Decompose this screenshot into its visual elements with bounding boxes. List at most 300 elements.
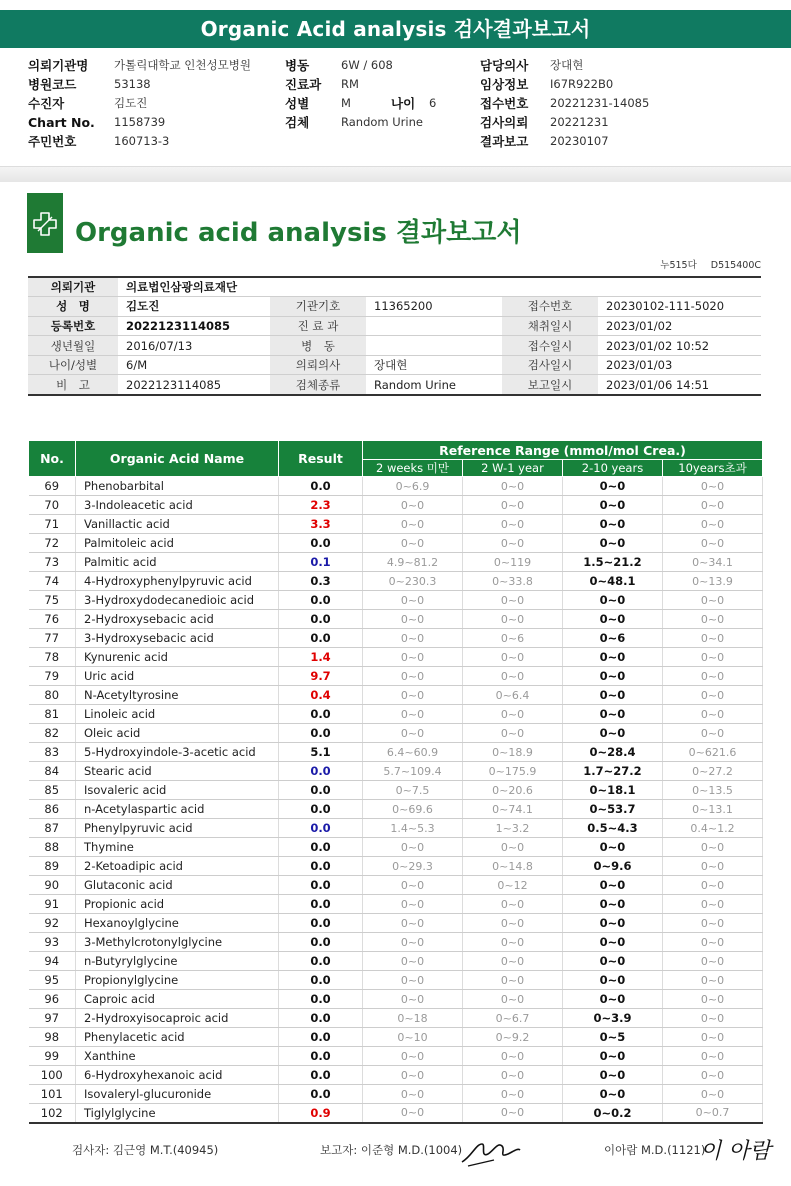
cross-logo-icon — [32, 211, 58, 237]
range-2w: 5.7~109.4 — [363, 762, 463, 781]
range-10y-plus: 0~34.1 — [663, 553, 763, 572]
results-body — [29, 477, 763, 1123]
table-row — [29, 572, 763, 591]
header-value: 1158739 — [114, 115, 166, 129]
row-no: 69 — [29, 477, 76, 496]
row-no: 84 — [29, 762, 76, 781]
code-2: D515400C — [710, 260, 761, 271]
range-2-10y: 0~0 — [563, 724, 663, 743]
range-2-10y: 0~5 — [563, 1028, 663, 1047]
acid-name: Vanillactic acid — [76, 515, 279, 534]
result-value: 9.7 — [279, 667, 363, 686]
row-no: 90 — [29, 876, 76, 895]
lab-logo — [27, 193, 63, 253]
table-row — [29, 591, 763, 610]
info-value: 의료법인삼광의료재단 — [118, 277, 761, 297]
acid-name: 4-Hydroxyphenylpyruvic acid — [76, 572, 279, 591]
row-no: 88 — [29, 838, 76, 857]
header-label: 수진자 — [28, 96, 65, 111]
result-value: 0.0 — [279, 952, 363, 971]
range-2w-1y: 0~0 — [463, 1047, 563, 1066]
row-no: 102 — [29, 1104, 76, 1123]
range-2w-1y: 0~9.2 — [463, 1028, 563, 1047]
result-value: 0.1 — [279, 553, 363, 572]
range-2w-1y: 0~0 — [463, 496, 563, 515]
range-10y-plus: 0~13.1 — [663, 800, 763, 819]
range-2w-1y: 0~0 — [463, 1085, 563, 1104]
result-value: 3.3 — [279, 515, 363, 534]
table-row — [29, 705, 763, 724]
acid-name: 6-Hydroxyhexanoic acid — [76, 1066, 279, 1085]
sex-label: 성별 — [285, 96, 310, 111]
range-2w-1y: 0~0 — [463, 515, 563, 534]
range-2w: 0~0 — [363, 705, 463, 724]
result-value: 0.0 — [279, 990, 363, 1009]
range-2w-1y: 0~74.1 — [463, 800, 563, 819]
range-2w-1y: 0~0 — [463, 667, 563, 686]
result-value: 0.0 — [279, 629, 363, 648]
range-2-10y: 0~0 — [563, 952, 663, 971]
range-2-10y: 0~9.6 — [563, 857, 663, 876]
range-10y-plus: 0~0 — [663, 990, 763, 1009]
range-2-10y: 0~0 — [563, 971, 663, 990]
range-2w-1y: 0~0 — [463, 648, 563, 667]
range-2w: 0~0 — [363, 648, 463, 667]
col-header-reference: Reference Range (mmol/mol Crea.) — [363, 441, 763, 460]
table-row — [29, 1028, 763, 1047]
range-2-10y: 0~0 — [563, 534, 663, 553]
range-2w-1y: 0~18.9 — [463, 743, 563, 762]
range-2-10y: 0~0 — [563, 515, 663, 534]
row-no: 86 — [29, 800, 76, 819]
row-no: 75 — [29, 591, 76, 610]
range-2-10y: 0~0 — [563, 933, 663, 952]
info-value: 2022123114085 — [118, 316, 270, 336]
header-label: 결과보고 — [480, 134, 529, 149]
table-row — [29, 534, 763, 553]
result-value: 0.0 — [279, 800, 363, 819]
range-2w-1y: 0~6.7 — [463, 1009, 563, 1028]
range-2w: 0~7.5 — [363, 781, 463, 800]
acid-name: Tiglylglycine — [76, 1104, 279, 1123]
acid-name: 5-Hydroxyindole-3-acetic acid — [76, 743, 279, 762]
table-row — [29, 1009, 763, 1028]
table-row — [29, 610, 763, 629]
range-2w: 0~0 — [363, 667, 463, 686]
info-value: 2023/01/02 10:52 — [598, 336, 761, 356]
acid-name: Isovaleryl-glucuronide — [76, 1085, 279, 1104]
row-no: 85 — [29, 781, 76, 800]
info-label: 의뢰의사 — [270, 355, 366, 375]
range-2w: 0~0 — [363, 895, 463, 914]
range-2w: 0~0 — [363, 990, 463, 1009]
range-2w-1y: 0~0 — [463, 952, 563, 971]
range-2w-1y: 0~33.8 — [463, 572, 563, 591]
acid-name: Linoleic acid — [76, 705, 279, 724]
range-2-10y: 0~0 — [563, 667, 663, 686]
range-2w-1y: 0~0 — [463, 990, 563, 1009]
ward-value: 6W / 608 — [341, 58, 393, 72]
info-label: 병 동 — [270, 336, 366, 356]
acid-name: Uric acid — [76, 667, 279, 686]
acid-name: Thymine — [76, 838, 279, 857]
range-2-10y: 0~0 — [563, 876, 663, 895]
acid-name: 3-Hydroxydodecanedioic acid — [76, 591, 279, 610]
range-2w: 0~0 — [363, 876, 463, 895]
range-2w: 0~0 — [363, 534, 463, 553]
range-2w: 0~10 — [363, 1028, 463, 1047]
table-row — [29, 724, 763, 743]
range-10y-plus: 0~0 — [663, 667, 763, 686]
range-2w: 1.4~5.3 — [363, 819, 463, 838]
range-2w: 0~0 — [363, 591, 463, 610]
range-2-10y: 0~53.7 — [563, 800, 663, 819]
info-value — [366, 336, 502, 356]
header-label: 접수번호 — [480, 96, 529, 111]
info-value: 6/M — [118, 355, 270, 375]
row-no: 99 — [29, 1047, 76, 1066]
range-10y-plus: 0~0 — [663, 1047, 763, 1066]
range-2w: 0~0 — [363, 1085, 463, 1104]
row-no: 87 — [29, 819, 76, 838]
acid-name: N-Acetyltyrosine — [76, 686, 279, 705]
range-10y-plus: 0~13.9 — [663, 572, 763, 591]
table-row — [29, 762, 763, 781]
result-value: 0.3 — [279, 572, 363, 591]
range-2w: 0~6.9 — [363, 477, 463, 496]
row-no: 89 — [29, 857, 76, 876]
range-2w: 0~0 — [363, 686, 463, 705]
range-2w: 0~0 — [363, 515, 463, 534]
range-2-10y: 0~0 — [563, 496, 663, 515]
range-2w-1y: 0~0 — [463, 477, 563, 496]
row-no: 70 — [29, 496, 76, 515]
header-label: Chart No. — [28, 115, 95, 130]
range-10y-plus: 0~0 — [663, 515, 763, 534]
result-value: 1.4 — [279, 648, 363, 667]
row-no: 79 — [29, 667, 76, 686]
range-2w-1y: 0~6 — [463, 629, 563, 648]
report-title: Organic acid analysis 결과보고서 — [75, 218, 522, 248]
acid-name: Hexanoylglycine — [76, 914, 279, 933]
row-no: 80 — [29, 686, 76, 705]
range-2w-1y: 0~0 — [463, 914, 563, 933]
ward-label: 병동 — [285, 58, 310, 73]
header-label: 주민번호 — [28, 134, 77, 149]
acid-name: Kynurenic acid — [76, 648, 279, 667]
range-2-10y: 0~0 — [563, 591, 663, 610]
acid-name: Propionic acid — [76, 895, 279, 914]
header-label: 검사의뢰 — [480, 115, 529, 130]
col-header-name: Organic Acid Name — [76, 441, 279, 477]
range-10y-plus: 0~0 — [663, 648, 763, 667]
result-value: 0.0 — [279, 838, 363, 857]
range-2w: 0~0 — [363, 724, 463, 743]
range-10y-plus: 0~13.5 — [663, 781, 763, 800]
doctor-signature: 이아람 M.D.(1121) — [604, 1143, 706, 1157]
range-10y-plus: 0~0 — [663, 534, 763, 553]
table-row — [29, 971, 763, 990]
range-2-10y: 0~0 — [563, 477, 663, 496]
info-label: 성 명 — [28, 297, 118, 317]
result-value: 0.0 — [279, 591, 363, 610]
acid-name: Isovaleric acid — [76, 781, 279, 800]
row-no: 100 — [29, 1066, 76, 1085]
result-value: 0.4 — [279, 686, 363, 705]
col-header-range-4: 10years초과 — [663, 460, 763, 477]
range-2w-1y: 0~0 — [463, 724, 563, 743]
range-2-10y: 0~0 — [563, 1066, 663, 1085]
table-row — [29, 648, 763, 667]
table-row — [29, 933, 763, 952]
range-2w: 0~69.6 — [363, 800, 463, 819]
row-no: 95 — [29, 971, 76, 990]
table-row — [29, 781, 763, 800]
header-label: 임상정보 — [480, 77, 529, 92]
acid-name: Stearic acid — [76, 762, 279, 781]
table-row — [29, 1085, 763, 1104]
range-2-10y: 0~0 — [563, 1085, 663, 1104]
acid-name: n-Butyrylglycine — [76, 952, 279, 971]
range-2w-1y: 0~119 — [463, 553, 563, 572]
info-value: 2022123114085 — [118, 375, 270, 395]
range-2w-1y: 0~0 — [463, 1104, 563, 1123]
range-10y-plus: 0~0 — [663, 610, 763, 629]
info-label: 등록번호 — [28, 316, 118, 336]
info-value: 2023/01/03 — [598, 355, 761, 375]
range-2w-1y: 0~0 — [463, 895, 563, 914]
range-2w-1y: 0~175.9 — [463, 762, 563, 781]
header-value: 20221231 — [550, 115, 609, 129]
range-2w-1y: 0~0 — [463, 971, 563, 990]
row-no: 93 — [29, 933, 76, 952]
range-2-10y: 0~18.1 — [563, 781, 663, 800]
header-mid-block — [285, 56, 436, 132]
range-2w: 0~18 — [363, 1009, 463, 1028]
header-value: 20221231-14085 — [550, 96, 650, 110]
range-10y-plus: 0~0 — [663, 1028, 763, 1047]
range-2-10y: 0~0.2 — [563, 1104, 663, 1123]
table-row — [29, 477, 763, 496]
table-row — [29, 1104, 763, 1123]
table-row — [29, 686, 763, 705]
table-row — [29, 629, 763, 648]
range-2-10y: 1.5~21.2 — [563, 553, 663, 572]
range-10y-plus: 0~0 — [663, 591, 763, 610]
col-header-result: Result — [279, 441, 363, 477]
info-value: 20230102-111-5020 — [598, 297, 761, 317]
range-2-10y: 0~3.9 — [563, 1009, 663, 1028]
range-10y-plus: 0~0 — [663, 686, 763, 705]
range-2w: 0~0 — [363, 1066, 463, 1085]
range-10y-plus: 0~0 — [663, 1085, 763, 1104]
range-10y-plus: 0~0.7 — [663, 1104, 763, 1123]
info-label: 검사일시 — [502, 355, 598, 375]
range-2w-1y: 0~0 — [463, 1066, 563, 1085]
acid-name: Caproic acid — [76, 990, 279, 1009]
info-value: 11365200 — [366, 297, 502, 317]
result-value: 0.0 — [279, 1066, 363, 1085]
table-row — [29, 667, 763, 686]
info-label: 나이/성별 — [28, 355, 118, 375]
result-value: 0.9 — [279, 1104, 363, 1123]
row-no: 77 — [29, 629, 76, 648]
footer — [0, 1139, 791, 1172]
table-row — [29, 895, 763, 914]
row-no: 83 — [29, 743, 76, 762]
col-header-range-1: 2 weeks 미만 — [363, 460, 463, 477]
range-2w: 4.9~81.2 — [363, 553, 463, 572]
range-2w-1y: 0~0 — [463, 838, 563, 857]
range-10y-plus: 0~0 — [663, 705, 763, 724]
range-2w: 0~0 — [363, 1047, 463, 1066]
row-no: 72 — [29, 534, 76, 553]
info-label: 접수일시 — [502, 336, 598, 356]
range-10y-plus: 0~0 — [663, 895, 763, 914]
range-2-10y: 0~0 — [563, 1047, 663, 1066]
range-2w: 0~0 — [363, 971, 463, 990]
header-left-block — [28, 56, 251, 151]
row-no: 73 — [29, 553, 76, 572]
range-2w-1y: 0~6.4 — [463, 686, 563, 705]
range-2-10y: 0~0 — [563, 686, 663, 705]
range-2-10y: 0~0 — [563, 610, 663, 629]
row-no: 98 — [29, 1028, 76, 1047]
signature-scribble-icon — [458, 1136, 522, 1168]
result-value: 0.0 — [279, 933, 363, 952]
dept-label: 진료과 — [285, 77, 322, 92]
handwritten-signature: 이 아람 — [700, 1139, 771, 1164]
report-banner-title: Organic Acid analysis 검사결과보고서 — [0, 10, 791, 48]
acid-name: 3-Methylcrotonylglycine — [76, 933, 279, 952]
range-2w-1y: 0~14.8 — [463, 857, 563, 876]
row-no: 78 — [29, 648, 76, 667]
table-row — [29, 553, 763, 572]
result-value: 0.0 — [279, 534, 363, 553]
acid-name: Propionylglycine — [76, 971, 279, 990]
range-2-10y: 0.5~4.3 — [563, 819, 663, 838]
table-row — [29, 857, 763, 876]
range-2w: 0~0 — [363, 914, 463, 933]
col-header-no: No. — [29, 441, 76, 477]
acid-name: 3-Indoleacetic acid — [76, 496, 279, 515]
range-2w: 0~0 — [363, 629, 463, 648]
range-2w-1y: 0~0 — [463, 534, 563, 553]
row-no: 96 — [29, 990, 76, 1009]
info-label: 채취일시 — [502, 316, 598, 336]
range-2w: 0~0 — [363, 933, 463, 952]
header-value: 20230107 — [550, 134, 609, 148]
result-value: 0.0 — [279, 1028, 363, 1047]
acid-name: Phenylpyruvic acid — [76, 819, 279, 838]
result-value: 0.0 — [279, 762, 363, 781]
row-no: 91 — [29, 895, 76, 914]
header-value: I67R922B0 — [550, 77, 614, 91]
result-value: 0.0 — [279, 724, 363, 743]
range-2w: 0~0 — [363, 1104, 463, 1123]
result-value: 0.0 — [279, 705, 363, 724]
acid-name: 2-Hydroxysebacic acid — [76, 610, 279, 629]
info-label: 기관기호 — [270, 297, 366, 317]
info-label: 비 고 — [28, 375, 118, 395]
header-label: 담당의사 — [480, 58, 529, 73]
range-2-10y: 0~0 — [563, 914, 663, 933]
range-2-10y: 0~6 — [563, 629, 663, 648]
range-2w: 0~0 — [363, 496, 463, 515]
range-10y-plus: 0~0 — [663, 496, 763, 515]
col-header-range-3: 2-10 years — [563, 460, 663, 477]
result-value: 0.0 — [279, 610, 363, 629]
info-value — [366, 316, 502, 336]
header-value: 가톨릭대학교 인천성모병원 — [114, 58, 251, 72]
header-label: 의뢰기관명 — [28, 58, 89, 73]
table-row — [29, 990, 763, 1009]
table-row — [29, 515, 763, 534]
result-value: 0.0 — [279, 1085, 363, 1104]
table-row — [29, 1047, 763, 1066]
range-2w: 0~0 — [363, 952, 463, 971]
range-2w: 0~0 — [363, 838, 463, 857]
range-10y-plus: 0~0 — [663, 724, 763, 743]
result-value: 0.0 — [279, 857, 363, 876]
row-no: 71 — [29, 515, 76, 534]
acid-name: Xanthine — [76, 1047, 279, 1066]
info-label: 생년월일 — [28, 336, 118, 356]
range-2w: 0~0 — [363, 610, 463, 629]
range-2w: 6.4~60.9 — [363, 743, 463, 762]
row-no: 82 — [29, 724, 76, 743]
sex-value: M — [341, 96, 351, 110]
result-value: 0.0 — [279, 971, 363, 990]
range-2w-1y: 0~0 — [463, 591, 563, 610]
specimen-label: 검체 — [285, 115, 310, 130]
age-label: 나이 — [391, 96, 416, 111]
tester-signature: 검사자: 김근영 M.T.(40945) — [72, 1143, 219, 1157]
header-value: 김도진 — [114, 96, 148, 110]
header-value: 53138 — [114, 77, 151, 91]
acid-name: Phenylacetic acid — [76, 1028, 279, 1047]
range-10y-plus: 0~0 — [663, 1066, 763, 1085]
range-2-10y: 0~0 — [563, 838, 663, 857]
info-value: Random Urine — [366, 375, 502, 395]
range-2-10y: 0~48.1 — [563, 572, 663, 591]
row-no: 97 — [29, 1009, 76, 1028]
range-2-10y: 1.7~27.2 — [563, 762, 663, 781]
table-row — [29, 743, 763, 762]
result-value: 0.0 — [279, 477, 363, 496]
range-2w-1y: 0~0 — [463, 705, 563, 724]
range-10y-plus: 0~0 — [663, 629, 763, 648]
range-10y-plus: 0~621.6 — [663, 743, 763, 762]
info-value: 2016/07/13 — [118, 336, 270, 356]
table-row — [29, 496, 763, 515]
range-2w-1y: 1~3.2 — [463, 819, 563, 838]
acid-name: Phenobarbital — [76, 477, 279, 496]
specimen-value: Random Urine — [341, 115, 423, 129]
row-no: 76 — [29, 610, 76, 629]
section-divider — [0, 166, 791, 182]
header-value: 160713-3 — [114, 134, 170, 148]
info-label: 보고일시 — [502, 375, 598, 395]
reporter-signature: 보고자: 이준형 M.D.(1004) — [320, 1143, 463, 1157]
table-row — [29, 952, 763, 971]
range-2w-1y: 0~12 — [463, 876, 563, 895]
header-right-block — [480, 56, 649, 151]
acid-name: 2-Ketoadipic acid — [76, 857, 279, 876]
range-2w-1y: 0~0 — [463, 933, 563, 952]
results-table — [28, 440, 763, 1124]
range-2-10y: 0~0 — [563, 990, 663, 1009]
